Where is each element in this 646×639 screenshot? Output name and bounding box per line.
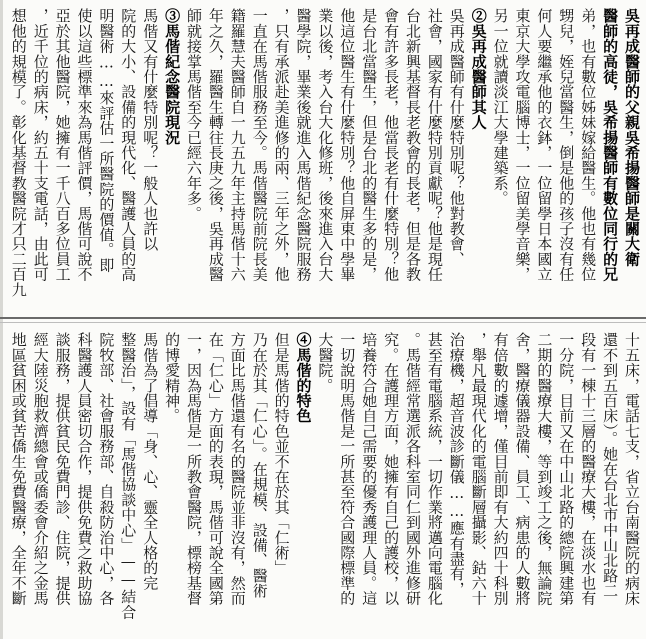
text-column: 醫學院，畢業後就進入馬偕紀念醫院服務: [294, 8, 313, 282]
text-column: 。馬偕經常選派各科室同仁到國外進修研: [403, 332, 422, 606]
text-column: 他這位醫生有什麼特別？他自屏東中學畢: [338, 8, 357, 282]
text-column: 東京大學攻電腦博士，一位留美學音樂，: [513, 8, 532, 282]
text-column: 師就接掌馬偕至今已經六年多。: [184, 8, 203, 221]
text-column: 台北新興基督長老教會的長老，但是各教: [403, 8, 422, 282]
text-column: 大醫院。: [316, 332, 335, 393]
text-column: 一直在馬偕服務至今。馬偕醫院前院長美: [250, 8, 269, 282]
text-column: 但是馬偕的特色並不在於其「仁術」: [272, 332, 291, 576]
text-column: 培養符合她自己需要的優秀護理人員。這: [360, 332, 379, 606]
text-column: 院牧部、社會服務部、自殺防治中心，各: [97, 332, 116, 606]
text-column: 科醫護人員密切合作，提供免費之救助協: [75, 332, 94, 606]
text-column: 馬偕又有什麼特別呢？一般人也許以: [141, 8, 160, 252]
text-column: 在「仁心」方面的表現，馬偕可說全國第: [206, 332, 225, 606]
text-column: 舍，醫療儀器設備、員工、病患的人數將: [513, 332, 532, 606]
text-column: 弟，也有數位姊妹嫁給醫生。他也有幾位: [579, 8, 598, 282]
section-heading: ③馬偕紀念醫院現況: [163, 8, 182, 145]
section-heading: ②吳再成醫師其人: [469, 8, 488, 130]
text-column: 業以後，考入台大化修班，後來進入台大: [316, 8, 335, 282]
text-column: 院的大小、設備的現代化、醫護人員的高: [119, 8, 138, 282]
text-column: 馬偕為了倡導「身、心、靈全人格的完: [141, 332, 160, 591]
text-column: 段有一棟十三層的醫療大樓，在淡水也有: [579, 332, 598, 606]
text-column: 社會，國家有什麼特別貢獻呢？他是現任: [425, 8, 444, 282]
text-column: 整醫治」，設有「馬偕協談中心」——結合: [119, 332, 138, 620]
text-column: 吳再成醫師有什麼特別呢？他對教會、: [447, 8, 466, 267]
text-column: 一切說明馬偕是一所甚至符合國際標準的: [338, 332, 357, 606]
text-column: 何人要繼承他的衣鉢，一位留學日本國立: [535, 8, 554, 282]
text-column: 方面比馬偕還有名的醫院並非沒有，然而: [228, 332, 247, 606]
text-column: 年之久，羅醫生轉往長庚之後，吳再成醫: [206, 8, 225, 282]
text-column: 吳再成醫師的父親吳希揚醫師是關大衛: [622, 8, 641, 267]
text-column: 甥兒，姪兒當醫生，倒是他的孩子沒有任: [557, 8, 576, 282]
section-heading: ④馬偕的特色: [294, 332, 313, 424]
text-column: 醫師的高徒，吳希揚醫師有數位同行的兄: [601, 8, 620, 282]
text-column: ，只有承派赴美進修的兩、三年之外，他: [272, 8, 291, 282]
section-divider: [0, 317, 646, 319]
text-column: 的博愛精神。: [163, 332, 182, 424]
text-column: 經大陸災胞救濟總會或僑委會介紹之金馬: [31, 332, 50, 606]
page-edge: [0, 0, 3, 639]
text-column: 一，因為馬偕是一所教會醫院，標榜基督: [184, 332, 203, 606]
text-column: 籍羅慧夫醫師自一九五九年主持馬偕十六: [228, 8, 247, 282]
text-column: 談服務，提供貧民免費門診、住院，提供: [53, 332, 72, 606]
text-column: 究。在護理方面，她擁有自己的護校，以: [382, 332, 401, 606]
text-column: 明醫術……來評估一所醫院的價值。即: [97, 8, 116, 273]
text-column: ，近千位的病床，約五十支電話，由此可: [31, 8, 50, 282]
text-column: 另一位就讀淡江大學建築系。: [491, 8, 510, 206]
section-divider-thin: [0, 322, 646, 323]
text-column: 使以這些標準來為馬偕評價，馬偕可說不: [75, 8, 94, 282]
text-column: ，舉凡最現代化的電腦斷層攝影、鈷六十: [469, 332, 488, 606]
text-column: 地區貧困或貧苦僑生免費醫療，全年不斷: [9, 332, 28, 606]
text-column: 甚至有電腦系統，一切作業將邁向電腦化: [425, 332, 444, 606]
text-column: 治療機，超音波診斷儀……應有盡有，: [447, 332, 466, 597]
text-column: 乃在於其「仁心」。在規模、設備、醫術: [250, 332, 269, 599]
text-column: 二期的醫療大樓，等到竣工之後，無論院: [535, 332, 554, 606]
text-column: 會有許多長老，他當長老有什麼特別？他: [382, 8, 401, 282]
text-column: 十五床，電話七支，省立台南醫院的病床: [622, 332, 641, 606]
text-column: 一分院，目前又在中山北路的總院興建第: [557, 332, 576, 606]
text-column: 還不到五百床）。她在台北市中山北路二: [601, 332, 620, 599]
text-column: 亞於其他醫院，她擁有一千八百多位員工: [53, 8, 72, 282]
text-column: 是台北當醫生，但是台北的醫生多的是，: [360, 8, 379, 282]
text-column: 有倍數的遽增，僅目前即有大約四十科別: [491, 332, 510, 606]
text-column: 想他的規模了。彰化基督教醫院才只二百九: [9, 8, 28, 297]
